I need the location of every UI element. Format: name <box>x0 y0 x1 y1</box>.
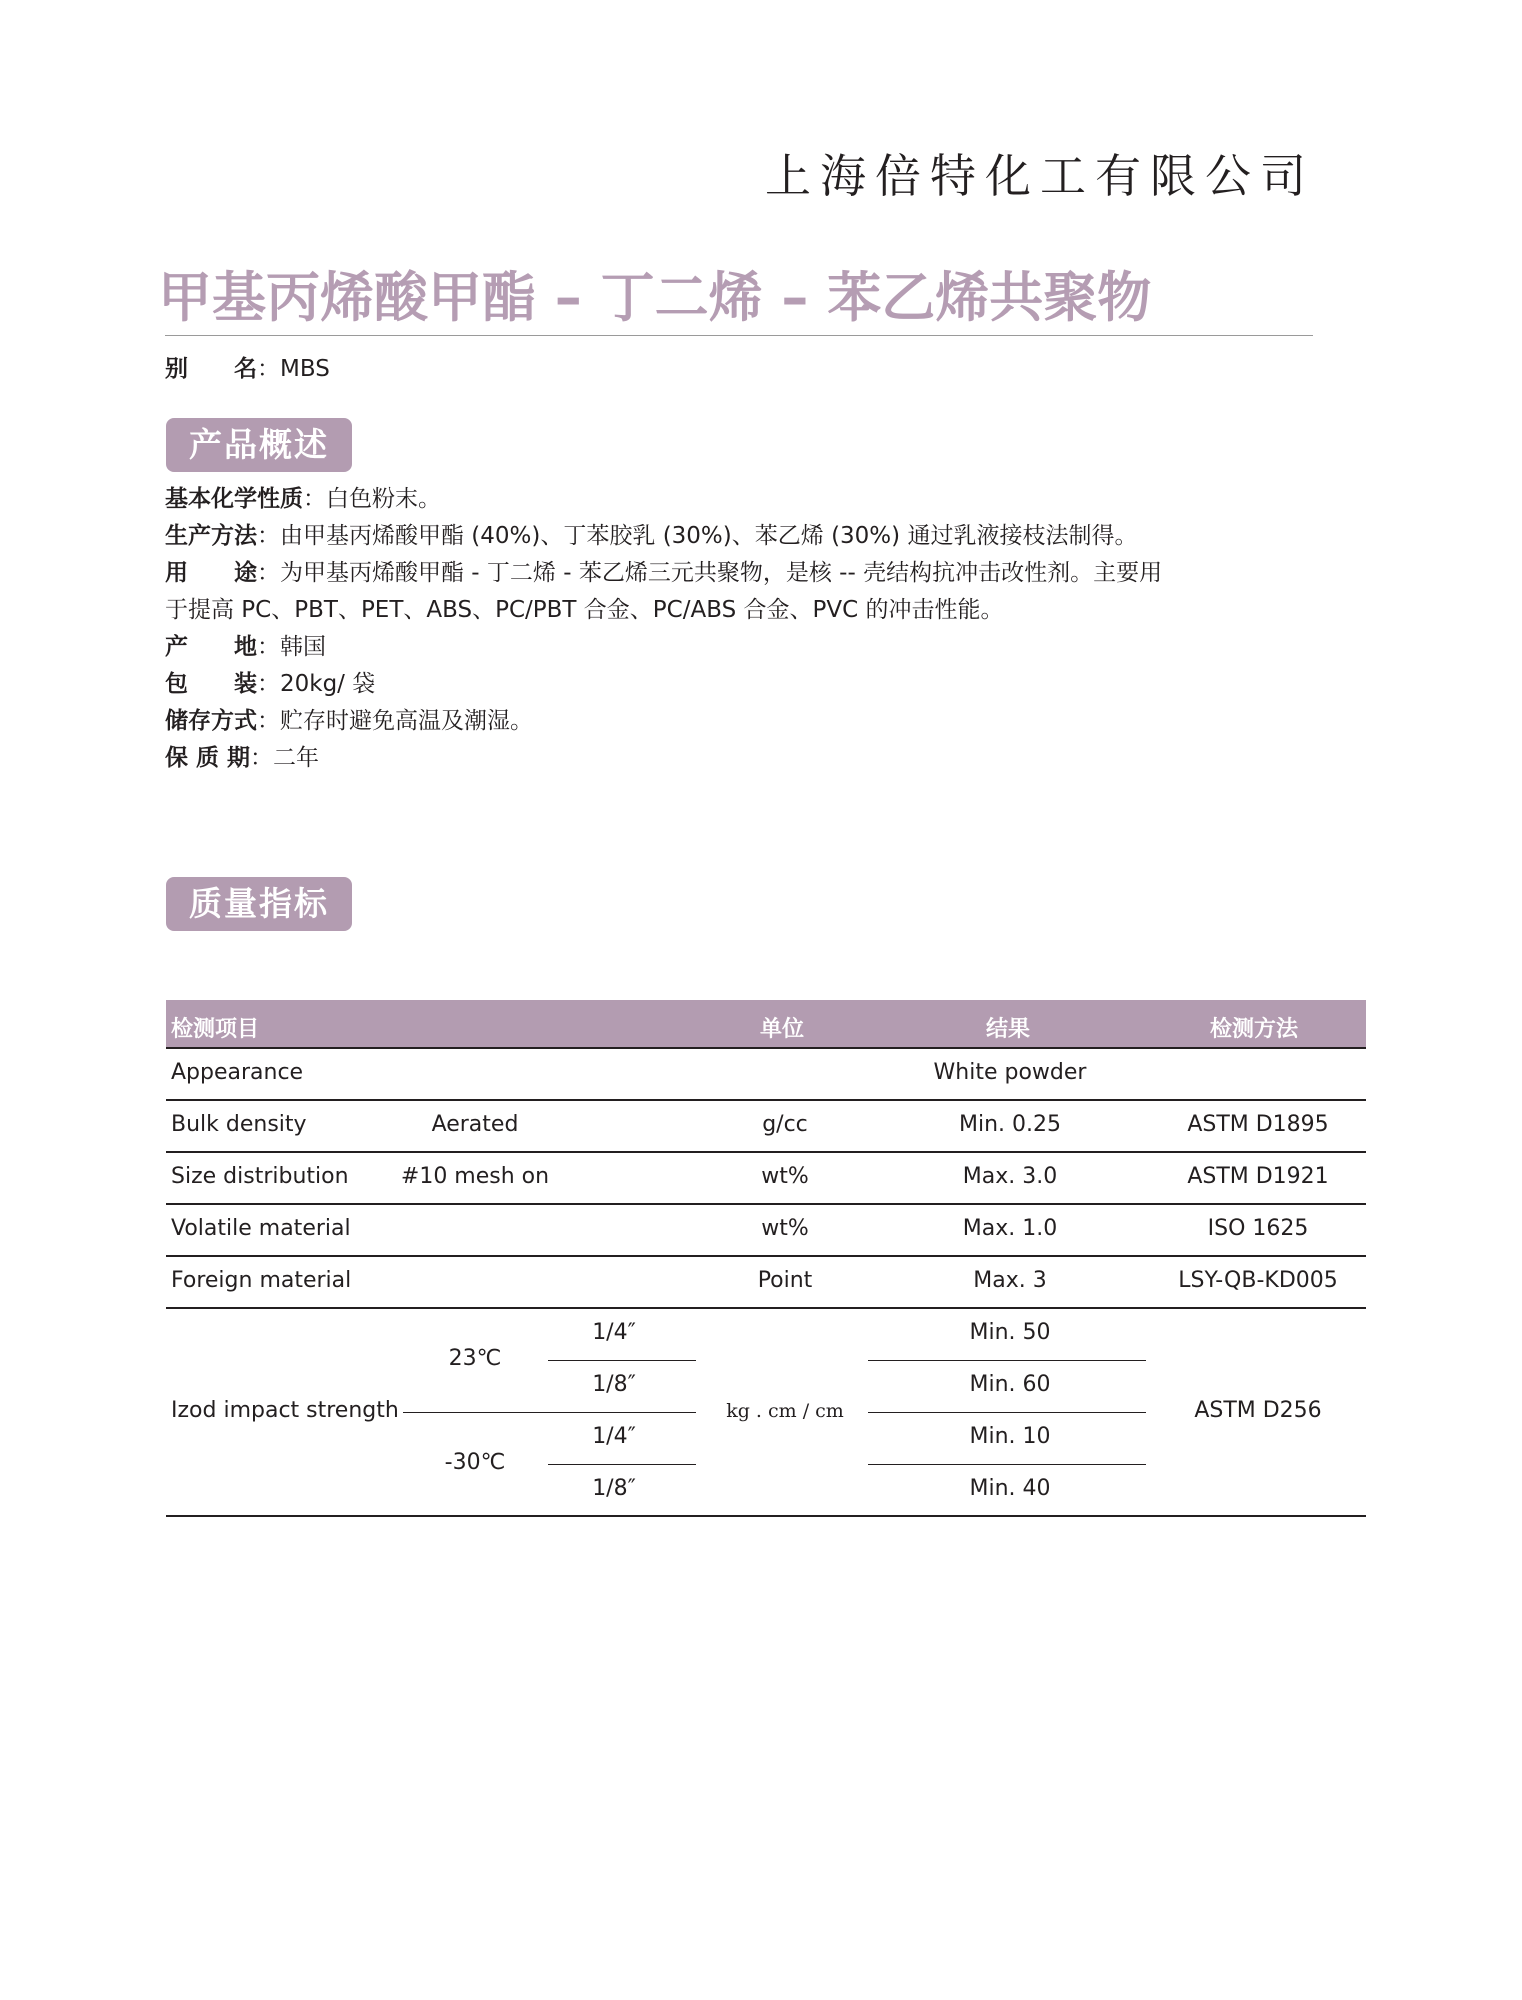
overview-line: 包 装：20kg/ 袋 <box>165 671 376 697</box>
row-divider <box>166 1047 1366 1049</box>
alias-value: MBS <box>280 356 330 382</box>
cell-item: Appearance <box>171 1060 304 1085</box>
cell-condition: #10 mesh on <box>400 1164 550 1189</box>
izod-size: 1/8″ <box>592 1372 636 1397</box>
cell-result: White powder <box>933 1060 1087 1085</box>
izod-result-divider <box>868 1360 1146 1361</box>
izod-temp: -30℃ <box>444 1450 506 1475</box>
overview-label: 基本化学性质 <box>165 486 303 512</box>
overview-line: 产 地：韩国 <box>165 634 326 660</box>
izod-result-divider <box>868 1464 1146 1465</box>
header-result: 结果 <box>986 1017 1031 1042</box>
cell-item: Size distribution <box>171 1164 349 1189</box>
overview-value: 贮存时避免高温及潮湿。 <box>280 708 533 734</box>
cell-item: Foreign material <box>171 1268 352 1293</box>
overview-label: 保 质 期 <box>165 745 251 771</box>
alias-label: 别 名 <box>165 356 257 382</box>
izod-unit: kg . cm / cm <box>726 1400 844 1422</box>
overview-value: 于提高 PC、PBT、PET、ABS、PC/PBT 合金、PC/ABS 合金、PVC 的冲击性能。 <box>165 597 1004 623</box>
izod-result: Min. 60 <box>969 1372 1051 1397</box>
izod-result: Min. 10 <box>969 1424 1051 1449</box>
izod-method: ASTM D256 <box>1194 1398 1322 1423</box>
overview-value: 为甲基丙烯酸甲酯 - 丁二烯 - 苯乙烯三元共聚物，是核 -- 壳结构抗冲击改性剂。主要用 <box>280 560 1163 586</box>
cell-result: Max. 3.0 <box>962 1164 1058 1189</box>
cell-result: Max. 1.0 <box>962 1216 1058 1241</box>
cell-unit: wt% <box>761 1164 809 1189</box>
overview-line: 储存方式：贮存时避免高温及潮湿。 <box>165 708 533 734</box>
header-item: 检测项目 <box>171 1017 260 1042</box>
overview-value: 20kg/ 袋 <box>280 671 376 697</box>
cell-method: LSY-QB-KD005 <box>1178 1268 1338 1293</box>
izod-item: Izod impact strength <box>171 1398 399 1423</box>
alias-sep: ： <box>257 356 280 382</box>
cell-unit: wt% <box>761 1216 809 1241</box>
overview-label: 用 途 <box>165 560 257 586</box>
cell-item: Volatile material <box>171 1216 351 1241</box>
row-divider <box>166 1203 1366 1205</box>
overview-value: 由甲基丙烯酸甲酯 (40%)、丁苯胶乳 (30%)、苯乙烯 (30%) 通过乳液接枝法制得。 <box>280 523 1138 549</box>
row-divider <box>166 1307 1366 1309</box>
overview-label: 包 装 <box>165 671 257 697</box>
row-divider <box>166 1099 1366 1101</box>
izod-temp-divider <box>403 1412 696 1413</box>
company-name: 上海倍特化工有限公司 <box>765 149 1315 203</box>
cell-method: ISO 1625 <box>1207 1216 1309 1241</box>
product-title: 甲基丙烯酸甲酯 – 丁二烯 – 苯乙烯共聚物 <box>158 266 1152 329</box>
izod-size: 1/4″ <box>592 1320 636 1345</box>
cell-result: Min. 0.25 <box>958 1112 1061 1137</box>
overview-line: 用 途：为甲基丙烯酸甲酯 - 丁二烯 - 苯乙烯三元共聚物，是核 -- 壳结构抗冲击改性剂。主要用 <box>165 560 1163 586</box>
izod-result: Min. 50 <box>969 1320 1051 1345</box>
section-tag-overview: 产品概述 <box>166 418 352 472</box>
overview-line: 生产方法：由甲基丙烯酸甲酯 (40%)、丁苯胶乳 (30%)、苯乙烯 (30%) 通过乳液接枝法制得。 <box>165 523 1138 549</box>
izod-size: 1/4″ <box>592 1424 636 1449</box>
izod-size-divider <box>548 1360 696 1361</box>
overview-label: 产 地 <box>165 634 257 660</box>
table-header <box>166 1000 1366 1047</box>
overview-value: 韩国 <box>280 634 326 660</box>
row-divider <box>166 1255 1366 1257</box>
table-bottom-rule <box>166 1515 1366 1517</box>
overview-value: 二年 <box>273 745 320 771</box>
header-unit: 单位 <box>760 1017 805 1042</box>
izod-size-divider <box>548 1464 696 1465</box>
cell-method: ASTM D1921 <box>1187 1164 1329 1189</box>
overview-line: 基本化学性质：白色粉末。 <box>165 486 441 512</box>
cell-unit: Point <box>757 1268 813 1293</box>
overview-value: 白色粉末。 <box>326 486 441 512</box>
overview-label: 生产方法 <box>165 523 257 549</box>
izod-result-divider <box>868 1412 1146 1413</box>
header-method: 检测方法 <box>1210 1017 1299 1042</box>
section-tag-quality: 质量指标 <box>166 877 352 931</box>
cell-result: Max. 3 <box>973 1268 1047 1293</box>
cell-item: Bulk density <box>171 1112 307 1137</box>
overview-label: 储存方式 <box>165 708 257 734</box>
cell-unit: g/cc <box>762 1112 808 1137</box>
izod-size: 1/8″ <box>592 1476 636 1501</box>
cell-method: ASTM D1895 <box>1187 1112 1329 1137</box>
title-divider <box>165 335 1313 336</box>
alias-line <box>165 350 330 383</box>
row-divider <box>166 1151 1366 1153</box>
overview-line <box>165 592 1003 629</box>
izod-temp: 23℃ <box>448 1346 502 1371</box>
overview-line: 保 质 期：二年 <box>165 745 320 771</box>
izod-result: Min. 40 <box>969 1476 1051 1501</box>
cell-condition: Aerated <box>431 1112 519 1137</box>
